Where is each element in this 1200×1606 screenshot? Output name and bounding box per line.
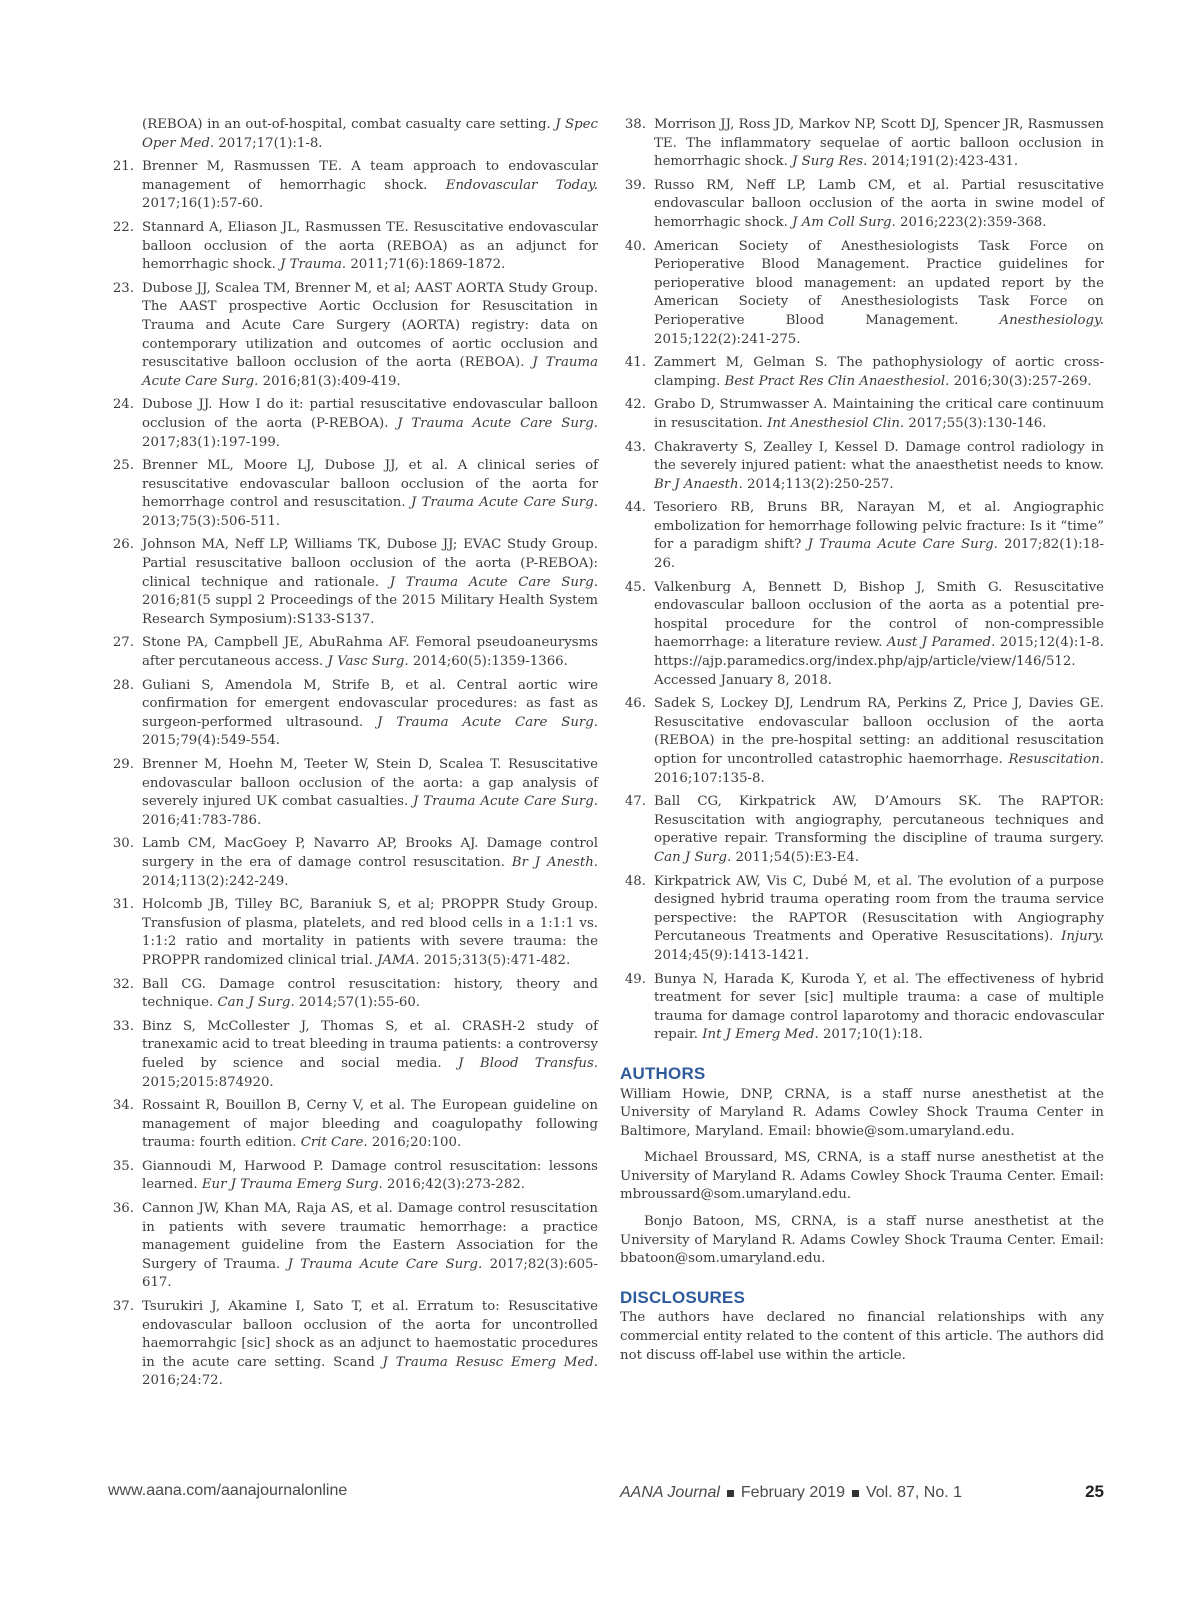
reference-text (142, 116, 598, 153)
reference-item (108, 835, 598, 891)
reference-citation: 2017;83(1):197-199. (142, 434, 281, 450)
reference-citation: 2016;30(3):257-269. (953, 373, 1092, 389)
reference-text (142, 219, 598, 275)
reference-body: Rossaint R, Bouillon B, Cerny V, et al. The European guideline on management of major bleeding and coagulopathy following trauma: fourth edition. (142, 1098, 598, 1151)
reference-journal: Br J Anaesth. (654, 476, 743, 492)
footer-journal-name: AANA Journal (620, 1484, 720, 1501)
reference-number: 48. (624, 873, 646, 889)
reference-body: Stone PA, Campbell JE, AbuRahma AF. Femoral pseudoaneurysms after percutaneous access. (142, 635, 598, 670)
reference-item (620, 354, 1104, 391)
reference-body: Cannon JW, Khan MA, Raja AS, et al. Damage control resuscitation in patients with severe traumatic hemorrhage: a practice management guideline from the Eastern Association for the Surgery of Trauma. (142, 1201, 598, 1272)
reference-journal: J Vasc Surg. (327, 654, 409, 670)
reference-journal: J Blood Transfus. (458, 1055, 599, 1071)
reference-body: Chakraverty S, Zealley I, Kessel D. Damage control radiology in the severely injured patient: what the anaesthetist needs to know. (654, 439, 1104, 474)
reference-body: Tsurukiri J, Akamine I, Sato T, et al. Erratum to: Resuscitative endovascular balloon occlusion of the aorta for uncontrolled haemorrahgic [sic] shock as an adjunct to haemostatic procedures in the acute care setting. Scand (142, 1299, 598, 1370)
reference-body: Russo RM, Neff LP, Lamb CM, et al. Partial resuscitative endovascular balloon occlusion of the aorta in swine model of hemorrhagic shock. (654, 177, 1104, 230)
reference-item (108, 1097, 598, 1153)
reference-body: Sadek S, Lockey DJ, Lendrum RA, Perkins Z, Price J, Davies GE. Resuscitative endovascular balloon occlusion of the aorta (REBOA) in the pre-hospital setting: an additional resuscitation option for uncontrolled catastrophic haemorrhage. (654, 696, 1104, 767)
reference-text (142, 835, 598, 891)
reference-number: 36. (112, 1201, 134, 1217)
reference-number: 35. (112, 1158, 134, 1174)
reference-item (108, 677, 598, 751)
reference-journal: J Trauma Acute Care Surg. (807, 537, 998, 553)
reference-citation: 2011;71(6):1869-1872. (350, 257, 506, 273)
reference-journal: J Trauma Resusc Emerg Med. (382, 1354, 598, 1370)
reference-item (108, 756, 598, 830)
reference-number: 31. (112, 897, 134, 913)
reference-number: 32. (112, 976, 134, 992)
footer-journal-info (620, 1482, 1104, 1502)
reference-item (108, 1298, 598, 1391)
reference-number: 27. (112, 635, 134, 651)
reference-number: 33. (112, 1018, 134, 1034)
reference-journal: Can J Surg. (654, 849, 732, 865)
reference-journal: J Trauma Acute Care Surg. (397, 415, 598, 431)
reference-citation: 2015;2015:874920. (142, 1074, 274, 1090)
reference-text (654, 238, 1104, 350)
reference-journal: Int Anesthesiol Clin. (767, 415, 905, 431)
reference-citation: 2017;10(1):18. (822, 1027, 923, 1043)
reference-citation: 2017;82(1):18-26. (654, 537, 1104, 572)
reference-body: Binz S, McCollester J, Thomas S, et al. CRASH-2 study of tranexamic acid to treat bleeding in trauma patients: a controversy fueled by science and social media. (142, 1018, 598, 1071)
reference-item (620, 116, 1104, 172)
reference-text (654, 177, 1104, 233)
footer-url[interactable]: www.aana.com/aanajournalonline (108, 1482, 348, 1499)
reference-item (108, 396, 598, 452)
footer-volume: Vol. 87, No. 1 (865, 1484, 963, 1501)
reference-item (108, 1018, 598, 1092)
reference-citation: 2011;54(5):E3-E4. (735, 849, 860, 865)
reference-journal: Crit Care. (300, 1135, 368, 1151)
reference-journal: Endovascular Today. (445, 177, 598, 193)
reference-number: 44. (624, 500, 646, 516)
reference-text (142, 158, 598, 214)
reference-text (142, 1200, 598, 1293)
reference-item (620, 439, 1104, 495)
reference-item (620, 499, 1104, 573)
author-bio: Michael Broussard, MS, CRNA, is a staff nurse anesthetist at the University of Maryland R. Adams Cowley Shock Trauma Center. Email: mbroussard@som.umaryland.edu. (620, 1150, 1104, 1203)
reference-journal: J Trauma Acute Care Surg. (389, 574, 598, 590)
reference-body: Zammert M, Gelman S. The pathophysiology of aortic cross-clamping. (654, 355, 1104, 389)
reference-number: 41. (624, 355, 646, 371)
reference-citation: 2014;113(2):242-249. (142, 873, 289, 889)
reference-item (620, 695, 1104, 788)
reference-number: 28. (112, 677, 134, 693)
reference-journal: Injury. (1061, 929, 1104, 945)
reference-item (620, 971, 1104, 1045)
reference-journal: J Trauma Acute Care Surg. (142, 355, 599, 389)
reference-body: Grabo D, Strumwasser A. Maintaining the critical care continuum in resuscitation. (654, 397, 1104, 431)
reference-text (142, 536, 598, 629)
reference-text (142, 1158, 598, 1195)
reference-citation: 2016;107:135-8. (654, 770, 765, 786)
reference-citation: 2016;41:783-786. (142, 812, 262, 828)
reference-number: 47. (624, 794, 646, 810)
reference-journal: JAMA. (377, 952, 420, 968)
reference-number: 42. (624, 397, 646, 413)
reference-journal: J Am Coll Surg. (792, 214, 896, 230)
reference-body: Morrison JJ, Ross JD, Markov NP, Scott DJ, Spencer JR, Rasmussen TE. The inflammatory sequelae of aortic balloon occlusion in hemorrhagic shock. (654, 117, 1104, 170)
reference-text (142, 280, 598, 392)
reference-journal: J Surg Res. (792, 154, 868, 170)
reference-body: Dubose JJ, Scalea TM, Brenner M, et al; AAST AORTA Study Group. The AAST prospective Aortic Occlusion for Resuscitation in Trauma and Acute Care Surgery (AORTA) registry: data on contemporary utilization and outcomes of aortic occlusion and resuscitative balloon occlusion of the aorta (REBOA). (142, 280, 598, 371)
reference-number: 46. (624, 696, 646, 712)
reference-number: 49. (624, 971, 646, 987)
reference-list-right (620, 116, 1104, 1045)
reference-text (142, 1298, 598, 1391)
reference-body: Ball CG. Damage control resuscitation: history, theory and technique. (142, 976, 598, 1011)
reference-column-right (620, 116, 1104, 1373)
reference-item (108, 158, 598, 214)
reference-text (142, 457, 598, 531)
reference-text (654, 793, 1104, 867)
reference-body: Dubose JJ. How I do it: partial resuscitative endovascular balloon occlusion of the aorta (P-REBOA). (142, 397, 598, 431)
reference-citation: 2016;223(2):359-368. (899, 214, 1047, 230)
reference-number: 37. (112, 1299, 134, 1315)
reference-citation: 2016;20:100. (371, 1135, 462, 1151)
reference-item (108, 219, 598, 275)
reference-text (142, 756, 598, 830)
reference-item (108, 280, 598, 392)
reference-number: 30. (112, 836, 134, 852)
reference-text (654, 971, 1104, 1045)
reference-item (108, 457, 598, 531)
reference-citation: 2016;81(3):409-419. (262, 373, 401, 389)
reference-number: 40. (624, 238, 646, 254)
footer-issue-date: February 2019 (740, 1484, 845, 1501)
reference-number: 34. (112, 1098, 134, 1114)
reference-journal: Int J Emerg Med. (702, 1027, 819, 1043)
reference-number: 26. (112, 537, 134, 553)
reference-item (108, 1158, 598, 1195)
reference-text (142, 976, 598, 1013)
reference-text (654, 116, 1104, 172)
reference-body: (REBOA) in an out-of-hospital, combat casualty care setting. (142, 117, 551, 132)
reference-text (142, 896, 598, 970)
reference-item (108, 1200, 598, 1293)
reference-citation: 2014;45(9):1413-1421. (654, 947, 809, 963)
reference-journal: J Trauma. (280, 257, 347, 273)
reference-number: 43. (624, 439, 646, 455)
reference-item (108, 536, 598, 629)
reference-citation: 2016;81(5 suppl 2 Proceedings of the 2015 Military Health System Research Symposium):S133-S137. (142, 593, 598, 627)
reference-citation: 2014;60(5):1359-1366. (412, 654, 568, 670)
reference-body: Stannard A, Eliason JL, Rasmussen TE. Resuscitative endovascular balloon occlusion of the aorta (REBOA) as an adjunct for hemorrhagic shock. (142, 219, 598, 273)
reference-number: 24. (112, 397, 134, 413)
reference-body: Giannoudi M, Harwood P. Damage control resuscitation: lessons learned. (142, 1158, 598, 1193)
reference-text (142, 1097, 598, 1153)
reference-number: 38. (624, 117, 646, 132)
disclosures-heading: DISCLOSURES (620, 1287, 745, 1307)
reference-journal: Br J Anesth. (511, 854, 598, 870)
reference-citation: 2013;75(3):506-511. (142, 513, 281, 529)
reference-number: 45. (624, 579, 646, 595)
reference-citation: 2017;55(3):130-146. (908, 415, 1047, 431)
reference-text (654, 873, 1104, 966)
reference-text (142, 677, 598, 751)
reference-text (142, 396, 598, 452)
reference-item (620, 579, 1104, 691)
reference-item (108, 116, 598, 153)
reference-citation: 2014;191(2):423-431. (871, 154, 1019, 170)
reference-column-left (108, 116, 598, 1396)
reference-number: 21. (112, 159, 134, 175)
reference-text (654, 396, 1104, 433)
reference-item (620, 873, 1104, 966)
reference-item (108, 896, 598, 970)
reference-text (654, 439, 1104, 495)
reference-body: Brenner ML, Moore LJ, Dubose JJ, et al. A clinical series of resuscitative endovascular balloon occlusion of the aorta for hemorrhage control and resuscitation. (142, 458, 598, 511)
page-number: 25 (1085, 1482, 1104, 1501)
reference-body: Ball CG, Kirkpatrick AW, D’Amours SK. The RAPTOR: Resuscitation with angiography, percutaneous techniques and operative repair. Transforming the discipline of trauma surgery. (654, 794, 1104, 847)
reference-item (620, 238, 1104, 350)
reference-item (620, 177, 1104, 233)
reference-body: Johnson MA, Neff LP, Williams TK, Dubose JJ; EVAC Study Group. Partial resuscitative balloon occlusion of the aorta (P-REBOA): clinical technique and rationale. (142, 537, 598, 590)
reference-journal: Anesthesiology. (999, 312, 1104, 328)
reference-citation: 2014;57(1):55-60. (298, 995, 421, 1011)
reference-journal: Resuscitation. (1008, 752, 1104, 767)
reference-number: 29. (112, 757, 134, 772)
reference-journal: Eur J Trauma Emerg Surg. (201, 1177, 383, 1193)
reference-citation: 2016;24:72. (142, 1373, 223, 1389)
reference-citation: 2017;17(1):1-8. (218, 135, 323, 151)
reference-text (142, 634, 598, 671)
reference-text (654, 354, 1104, 391)
reference-citation: 2016;42(3):273-282. (386, 1177, 526, 1193)
square-bullet-icon (727, 1490, 734, 1497)
reference-journal: Best Pract Res Clin Anaesthesiol. (724, 373, 950, 389)
author-bio: William Howie, DNP, CRNA, is a staff nurse anesthetist at the University of Maryland R. Adams Cowley Shock Trauma Center in Baltimore, Maryland. Email: bhowie@som.umaryland.edu. (620, 1086, 1104, 1139)
reference-journal: J Spec Oper Med. (142, 117, 598, 151)
reference-body: Tesoriero RB, Bruns BR, Narayan M, et al. Angiographic embolization for hemorrhage following pelvic fracture: Is it “time” for a paradigm shift? (654, 500, 1104, 553)
reference-body: Holcomb JB, Tilley BC, Baraniuk S, et al; PROPPR Study Group. Transfusion of plasma, platelets, and red blood cells in a 1:1:1 vs. 1:1:2 ratio and mortality in patients with severe trauma: the PROPPR randomized clinical trial. (142, 897, 598, 968)
reference-journal: J Trauma Acute Care Surg. (377, 714, 598, 730)
reference-journal: Can J Surg. (217, 995, 295, 1011)
reference-item (620, 793, 1104, 867)
reference-item (108, 976, 598, 1013)
reference-citation: 2014;113(2):250-257. (747, 476, 894, 492)
square-bullet-icon (852, 1490, 859, 1497)
reference-citation: 2015;79(4):549-554. (142, 733, 281, 749)
reference-citation: 2017;82(3):605-617. (142, 1256, 598, 1291)
authors-heading: AUTHORS (620, 1063, 706, 1083)
reference-citation: 2017;16(1):57-60. (142, 196, 264, 212)
reference-number: 39. (624, 177, 646, 193)
reference-number: 23. (112, 280, 134, 296)
disclosures-text: The authors have declared no financial relationships with any commercial entity related to the content of this article. The authors did not discuss off-label use within the article. (620, 1310, 1104, 1363)
reference-body: Valkenburg A, Bennett D, Bishop J, Smith G. Resuscitative endovascular balloon occlusion of the aorta as a potential pre-hospital procedure for the control of non-compressible haemorrhage: a literature review. (654, 579, 1104, 651)
reference-number: 22. (112, 219, 134, 235)
reference-body: Bunya N, Harada K, Kuroda Y, et al. The effectiveness of hybrid treatment for sever [sic] multiple trauma: a case of multiple trauma for damage control laparotomy and thoracic endovascular repair. (654, 971, 1104, 1043)
reference-body: Brenner M, Rasmussen TE. A team approach to endovascular management of hemorrhagic shock. (142, 159, 598, 193)
author-bio: Bonjo Batoon, MS, CRNA, is a staff nurse anesthetist at the University of Maryland R. Adams Cowley Shock Trauma Center. Email: bbatoon@som.umaryland.edu. (620, 1214, 1104, 1267)
reference-text (142, 1018, 598, 1092)
reference-text (654, 499, 1104, 573)
reference-body: Lamb CM, MacGoey P, Navarro AP, Brooks AJ. Damage control surgery in the era of damage control resuscitation. (142, 836, 598, 870)
reference-citation: 2015;12(4):1-8. https://ajp.paramedics.org/index.php/ajp/article/view/146/512. Accessed January 8, 2018. (654, 635, 1104, 688)
reference-journal: J Trauma Acute Care Surg. (410, 495, 598, 511)
reference-body: Guliani S, Amendola M, Strife B, et al. Central aortic wire confirmation for emergent endovascular procedures: as fast as surgeon-performed ultrasound. (142, 677, 598, 730)
reference-citation: 2015;122(2):241-275. (654, 331, 801, 347)
reference-body: Brenner M, Hoehn M, Teeter W, Stein D, Scalea T. Resuscitative endovascular balloon occlusion of the aorta: a gap analysis of severely injured UK combat casualties. (142, 757, 598, 810)
reference-item (620, 396, 1104, 433)
reference-text (654, 695, 1104, 788)
reference-text (654, 579, 1104, 691)
reference-journal: J Trauma Acute Care Surg. (413, 794, 598, 810)
reference-body: Kirkpatrick AW, Vis C, Dubé M, et al. The evolution of a purpose designed hybrid trauma operating room from the trauma service perspective: the RAPTOR (Resuscitation with Angiography Percutaneous Treatments and Operative Resuscitations). (654, 873, 1104, 945)
reference-journal: Aust J Paramed. (886, 635, 996, 651)
reference-item (108, 634, 598, 671)
reference-journal: J Trauma Acute Care Surg. (287, 1256, 483, 1272)
reference-citation: 2015;313(5):471-482. (423, 952, 571, 968)
reference-number: 25. (112, 458, 134, 474)
reference-body: American Society of Anesthesiologists Task Force on Perioperative Blood Management. Practice guidelines for perioperative blood management: an updated report by the American Society of Anesthesiologists Task Force on Perioperative Blood Management. (654, 238, 1104, 328)
